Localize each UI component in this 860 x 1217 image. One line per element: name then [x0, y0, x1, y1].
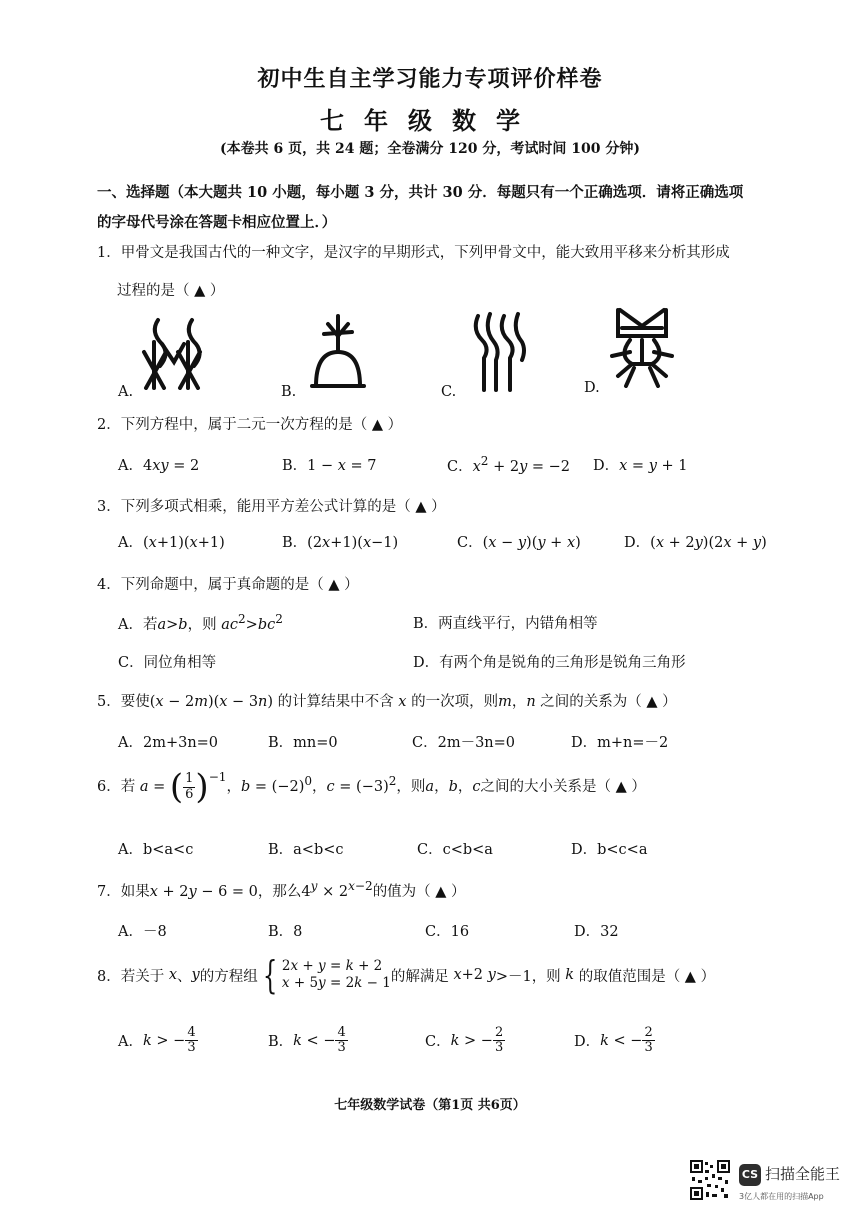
q1-option-d-label: D. [584, 380, 600, 396]
camscanner-name: 扫描全能王 [765, 1165, 841, 1183]
question-8-stem: 8．若关于 x 、 y 的方程组 { 2x + y = k + 2 x + 5y = 2k − 1 的解满足 x +2 y >－1 ，则 k 的取值范围是（ ▲ ） [97, 953, 716, 997]
question-5-stem: 5．要使(x − 2m)(x − 3n) 的计算结果中不含 x 的一次项，则m，n 之间的关系为（ ▲ ） [97, 694, 677, 710]
q2-option-c: C．$x^2 + 2y = -2$ [447, 454, 571, 475]
oracle-glyph-c-icon [468, 310, 528, 392]
q3-option-a: A．(x+1)(x+1) [118, 535, 225, 551]
exam-title: 初中生自主学习能力专项评价样卷 [257, 66, 603, 92]
oracle-glyph-b-icon [306, 312, 370, 390]
q8-option-d: D． k < − $\frac{2}{3}$ [574, 1025, 653, 1056]
q5-option-d: D．m+n=－2 [571, 735, 669, 751]
q6-option-b: B．a<b<c [268, 842, 344, 858]
q3-option-b: B．(2x+1)(x−1) [282, 535, 399, 551]
q7-option-a: A．－8 [118, 924, 167, 940]
question-7-stem: 7．如果x + 2y − 6 = 0，那么$4^y \times 2^{x-2}$的值为（ ▲ ） [97, 879, 466, 900]
question-6-stem: 6．若 a = ( $\frac{1}{6}$ ) $^{-1}$ ，$b = (-2)^0$，$c = (-3)^2$，则a，b，c之间的大小关系是（ ▲ ） [97, 767, 646, 807]
question-2-stem: 2．下列方程中，属于二元一次方程的是（ ▲ ） [97, 417, 403, 433]
qr-code-icon [690, 1160, 730, 1200]
question-1-line2: 过程的是（ ▲ ） [117, 283, 225, 299]
q1-option-a-label: A. [118, 384, 134, 400]
exam-subject: 七年级数学 [320, 106, 540, 135]
q4-option-b: B．两直线平行，内错角相等 [413, 616, 598, 632]
q1-option-b-label: B. [281, 384, 297, 400]
camscanner-logo-icon: CS [739, 1164, 761, 1186]
q3-option-c: C．(x − y)(y + x) [457, 535, 581, 551]
q7-option-d: D．32 [574, 924, 619, 940]
q6-option-d: D．b<c<a [571, 842, 648, 858]
q5-option-a: A．2m+3n=0 [118, 735, 219, 751]
oracle-glyph-a-icon [140, 312, 210, 390]
q8-option-c: C． k > − $\frac{2}{3}$ [425, 1025, 504, 1056]
question-4-stem: 4．下列命题中，属于真命题的是（ ▲ ） [97, 577, 359, 593]
section-heading-line2: 的字母代号涂在答题卡相应位置上．） [97, 214, 337, 231]
q4-option-d: D．有两个角是锐角的三角形是锐角三角形 [413, 655, 686, 671]
q8-option-a: A． k > − $\frac{4}{3}$ [118, 1025, 196, 1056]
camscanner-tagline: 3亿人都在用的扫描App [739, 1192, 824, 1201]
q4-option-a: A．若a>b，则 $ac^2>bc^2$ [118, 612, 283, 633]
q2-option-b: B．1 − x = 7 [282, 458, 377, 474]
section-heading-line1: 一、选择题（本大题共 10 小题，每小题 3 分，共计 30 分．每题只有一个正确选项．请将正确选项 [97, 184, 744, 201]
q6-option-a: A．b<a<c [118, 842, 194, 858]
q2-option-a: A．4xy = 2 [118, 458, 200, 474]
q5-option-b: B．mn=0 [268, 735, 338, 751]
q6-option-c: C．c<b<a [417, 842, 493, 858]
q2-option-d: D．x = y + 1 [593, 458, 688, 474]
page-footer: 七年级数学试卷（第1页 共6页） [334, 1098, 526, 1113]
exam-note: (本卷共 6 页，共 24 题；全卷满分 120 分，考试时间 100 分钟) [220, 141, 640, 157]
q1-option-c-label: C. [441, 384, 457, 400]
q5-option-c: C．2m－3n=0 [412, 735, 516, 751]
q4-option-c: C．同位角相等 [118, 655, 217, 671]
question-1-line1: 1．甲骨文是我国古代的一种文字，是汉字的早期形式，下列甲骨文中，能大致用平移来分析其形成 [97, 245, 730, 261]
equation-system: { 2x + y = k + 2 x + 5y = 2k − 1 [262, 953, 391, 997]
question-3-stem: 3．下列多项式相乘，能用平方差公式计算的是（ ▲ ） [97, 499, 446, 515]
q7-option-b: B．8 [268, 924, 303, 940]
q7-option-c: C．16 [425, 924, 470, 940]
q3-option-d: D．(x + 2y)(2x + y) [624, 535, 767, 551]
q8-option-b: B． k < − $\frac{4}{3}$ [268, 1025, 346, 1056]
oracle-glyph-d-icon [608, 306, 676, 388]
